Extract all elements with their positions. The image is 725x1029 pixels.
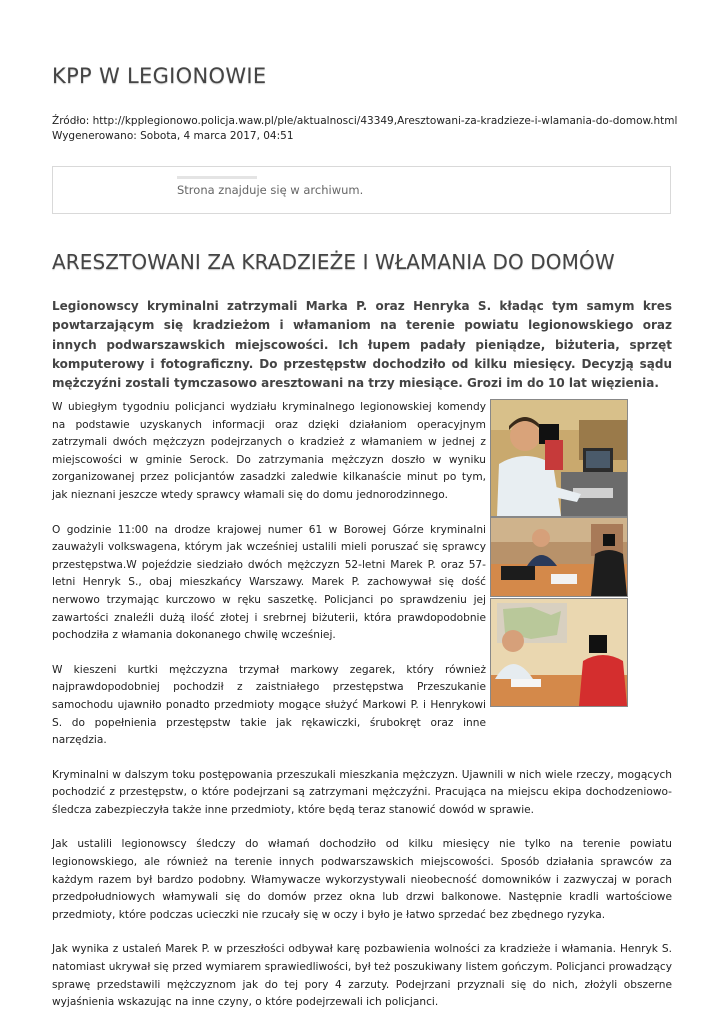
document-meta: [52, 114, 677, 144]
article-paragraph: Jak ustalili legionowscy śledczy do włamań dochodziło od kilku miesięcy nie tylko na terenie powiatu legionowskiego, ale również na terenie innych podwarszawskich miejscowości. Sposób działania sprawców za każdym razem był bardzo podobny. Włamywacze wykorzystywali nieobecność domowników i zazwyczaj w porach przedpołudniowych włamywali się do domów przez okna lub drzwi balkonowe. Następnie kradli wartościowe przedmioty, które podczas ucieczki nie rzucały się w oczy i było je łatwo sprzedać bez zbędnego ryzyka.: [52, 838, 672, 921]
photo-officer-at-computer: [490, 399, 628, 517]
article-paragraph: Jak wynika z ustaleń Marek P. w przeszłości odbywał karę pozbawienia wolności za kradzieże i włamania. Henryk S. natomiast ukrywał się przed wymiarem sprawiedliwości, był też poszukiwany listem gończym. Policjanci prowadzący sprawę przedstawili mężczyznom jak do tej pory 4 zarzuty. Podejrzani przyznali się do nich, złożyli obszerne wyjaśnienia wskazując na inne czyny, o które podejrzewali ich policjanci.: [52, 943, 672, 1009]
archive-notice-text: Strona znajduje się w archiwum.: [177, 183, 364, 197]
article-lead: Legionowscy kryminalni zatrzymali Marka P. oraz Henryka S. kładąc tym samym kres powtarzającym się kradzieżom i włamaniom na terenie powiatu legionowskiego oraz innych podwarszawskich miejscowości. Ich łupem padały pieniądze, biżuteria, sprzęt komputerowy i fotograficzny. Do przestępstw dochodziło od kilku miesięcy. Decyzją sądu mężczyźni zostali tymczasowo aresztowani na trzy miesiące. Grozi im do 10 lat więzienia.: [52, 299, 672, 391]
article-paragraph: Kryminalni w dalszym toku postępowania przeszukali mieszkania mężczyzn. Ujawnili w nich wiele rzeczy, mogących pochodzić z przestępstw, o które podejrzani są zatrzymani mężczyźni. Pracująca na miejscu ekipa dochodzeniowo-śledcza zabezpieczyła także inne przedmioty, które będą teraz stanowić dowód w sprawie.: [52, 768, 672, 816]
site-title: KPP W LEGIONOWIE: [52, 64, 267, 88]
photo-officer-with-suspect: [490, 598, 628, 707]
article-title: ARESZTOWANI ZA KRADZIEŻE I WŁAMANIA DO DOMÓW: [52, 250, 615, 274]
archive-notice-bar: [177, 176, 257, 179]
archive-notice-box: [52, 166, 671, 214]
photo-interview-desk: [490, 517, 628, 597]
article-paragraph: W ubiegłym tygodniu policjanci wydziału kryminalnego legionowskiej komendy na podstawie uzyskanych informacji oraz dzięki działaniom operacyjnym zatrzymali dwóch mężczyzn podejrzanych o kradzież z włamaniem w jednej z miejscowości w gminie Serock. Do zatrzymania mężczyzn doszło w wyniku zorganizowanej przez policjantów zasadzki zaledwie kilkanaście minut po tym, jak nieznani jeszcze wtedy sprawcy włamali się do domu jednorodzinnego.: [52, 401, 486, 501]
source-line: Źródło: http://kpplegionowo.policja.waw.pl/ple/aktualnosci/43349,Aresztowani-za-kradzieze-i-wlamania-do-domow.html: [52, 115, 678, 127]
article-paragraph: O godzinie 11:00 na drodze krajowej numer 61 w Borowej Górze kryminalni zauważyli volkswagena, którym jak wcześniej ustalili mieli poruszać się sprawcy przestępstwa.W pojeździe siedziało dwóch mężczyzn 52-letni Marek P. oraz 57-letni Henryk S., obaj mieszkańcy Warszawy. Marek P. zachowywał się dość nerwowo trzymając kurczowo w ręku saszetkę. Policjanci po sprawdzeniu jej zawartości znaleźli dużą ilość złotej i srebrnej biżuterii, która prawdopodobnie pochodziła z włamania dokonanego chwilę wcześniej.: [52, 523, 486, 642]
generated-line: Wygenerowano: Sobota, 4 marca 2017, 04:51: [52, 130, 294, 142]
article-paragraph: W kieszeni kurtki mężczyzna trzymał markowy zegarek, który również najprawdopodobniej pochodził z zaistniałego przestępstwa Przeszukanie samochodu ujawniło ponadto przedmioty mogące służyć Markowi P. i Henrykowi S. do popełnienia przestępstw takie jak rękawiczki, śrubokręt oraz inne narzędzia.: [52, 663, 486, 747]
